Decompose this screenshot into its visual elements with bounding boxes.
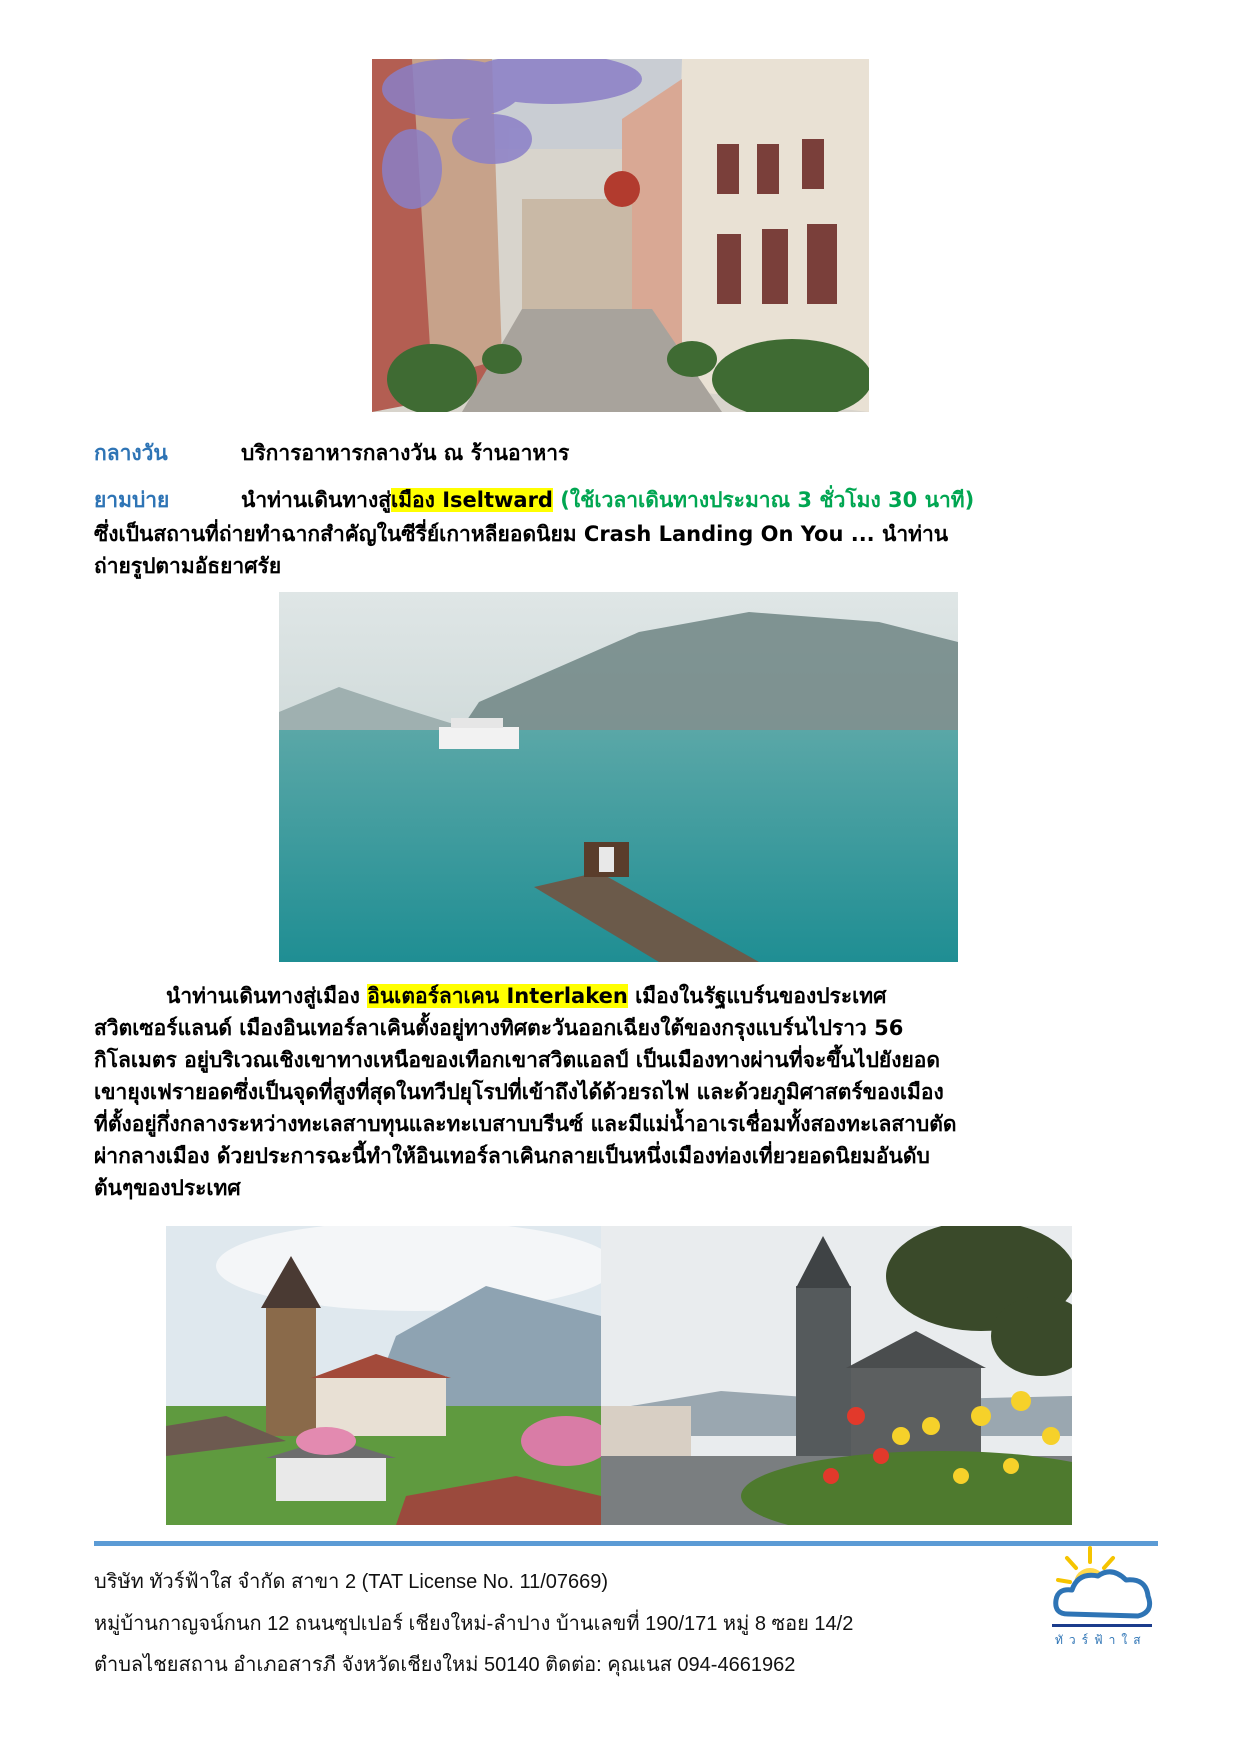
interlaken-line-3: กิโลเมตร อยู่บริเวณเชิงเขาทางเหนือของเทือกเขาสวิตแอลป์ เป็นเมืองทางผ่านที่จะขึ้นไปยังยอด: [94, 1048, 941, 1072]
street-photo: [372, 59, 869, 412]
interlaken-line-5: ที่ตั้งอยู่กึ่งกลางระหว่างทะเลสาบทุนและทะเบสาบบรีนซ์ และมีแม่น้ำอาเรเชื่อมทั้งสองทะเลสาบตัด: [94, 1112, 957, 1136]
interlaken-line-6: ผ่ากลางเมือง ด้วยประการฉะนี้ทำให้อินเทอร์ลาเคินกลายเป็นหนึ่งเมืองท่องเที่ยวยอดนิยมอันดับ: [94, 1144, 930, 1168]
interlaken-paragraph: [94, 980, 1154, 1204]
afternoon-line-2: ซึ่งเป็นสถานที่ถ่ายทำฉากสำคัญในซีรี่ย์เกาหลียอดนิยม Crash Landing On You ... นำท่าน: [94, 522, 949, 546]
footer-company: บริษัท ทัวร์ฟ้าใส จำกัด สาขา 2 (TAT License No. 11/07669): [94, 1571, 609, 1593]
footer-contact: ตำบลไชยสถาน อำเภอสารภี จังหวัดเชียงใหม่ 50140 ติดต่อ: คุณเนส 094-4661962: [94, 1654, 796, 1676]
afternoon-text: [241, 484, 974, 517]
sun-cloud-icon: [1050, 1540, 1160, 1630]
interlaken-line-4: เขายุงเฟรายอดซึ่งเป็นจุดที่สูงที่สุดในทวีปยุโรปที่เข้าถึงได้ด้วยรถไฟ และด้วยภูมิศาสตร์ของเมือง: [94, 1080, 944, 1104]
church-village-photo: [166, 1226, 601, 1525]
afternoon-lead: นำท่านเดินทางสู่: [241, 488, 392, 512]
afternoon-line-3: ถ่ายรูปตามอัธยาศรัย: [94, 554, 282, 578]
interlaken-line-1: [94, 980, 1154, 1012]
iseltward-highlight: เมือง Iseltward: [391, 488, 553, 512]
afternoon-label: ยามบ่าย: [94, 488, 170, 512]
church-flowers-photo: [601, 1226, 1072, 1525]
afternoon-row: [94, 484, 975, 517]
footer-rule: [94, 1541, 1158, 1546]
lunch-label: กลางวัน: [94, 441, 168, 465]
interlaken-highlight: อินเตอร์ลาเคน Interlaken: [367, 984, 628, 1008]
interlaken-line-7: ต้นๆของประเทศ: [94, 1176, 241, 1200]
footer-address: หมู่บ้านกาญจน์กนก 12 ถนนซุปเปอร์ เชียงใหม่-ลำปาง บ้านเลขที่ 190/171 หมู่ 8 ซอย 14/2: [94, 1613, 854, 1635]
interlaken-line-2: สวิตเซอร์แลนด์ เมืองอินเทอร์ลาเคินตั้งอยู่ทางทิศตะวันออกเฉียงใต้ของกรุงแบร์นไปราว 56: [94, 1016, 904, 1040]
logo-caption: ทัวร์ฟ้าใส: [1055, 1633, 1147, 1647]
company-logo: [1050, 1540, 1160, 1630]
lake-piano-photo: [279, 592, 958, 962]
travel-time: (ใช้เวลาเดินทางประมาณ 3 ชั่วโมง 30 นาที): [560, 488, 975, 512]
lunch-row: [94, 437, 570, 470]
interlaken-lead: นำท่านเดินทางสู่เมือง: [166, 984, 360, 1008]
interlaken-rest: เมืองในรัฐแบร์นของประเทศ: [635, 984, 887, 1008]
lunch-text: บริการอาหารกลางวัน ณ ร้านอาหาร: [241, 441, 570, 465]
